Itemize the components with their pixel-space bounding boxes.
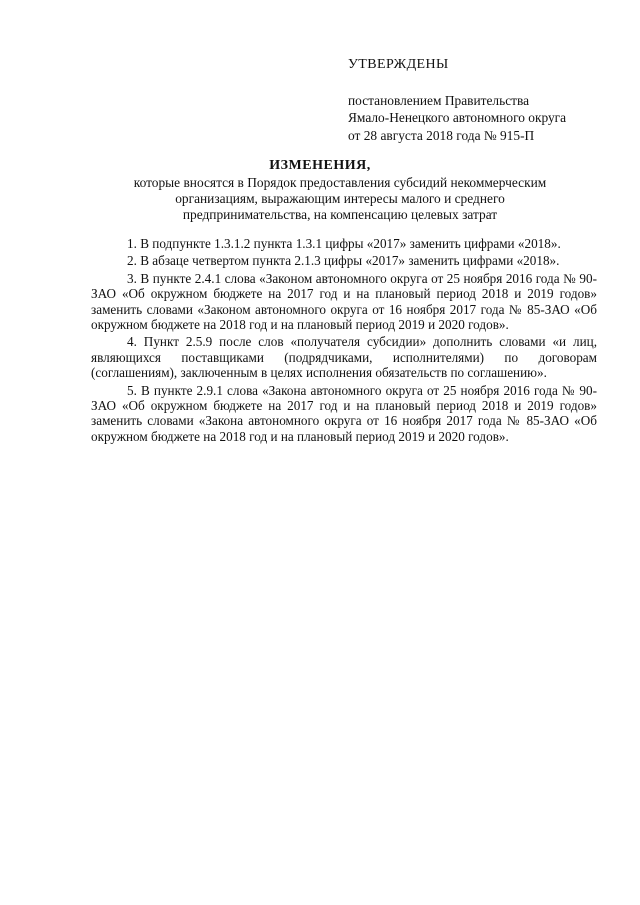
subtitle-line-2: организациям, выражающим интересы малого и среднего [175, 191, 505, 206]
changes-list [91, 236, 597, 446]
subtitle-line-1: которые вносятся в Порядок предоставления субсидий некоммерческим [133, 175, 547, 190]
subtitle-line-3: предпринимательства, на компенсацию целевых затрат [182, 207, 498, 222]
approval-title: УТВЕРЖДЕНЫ [348, 57, 449, 72]
change-item-1: 1. В подпункте 1.3.1.2 пункта 1.3.1 цифры «2017» заменить цифрами «2018». [127, 236, 561, 251]
change-item-5: 5. В пункте 2.9.1 слова «Закона автономного округа от 25 ноября 2016 года № 90-ЗАО «Об окружном бюджете на 2017 год и на плановый период 2018 и 2019 годов» заменить словами «Закона автономного округа от 16 ноября 2017 года № 85-ЗАО «Об окружном бюджете на 2018 год и на плановый период 2019 и 2020 годов». [91, 382, 597, 444]
approval-line-3: от 28 августа 2018 года № 915-П [348, 127, 535, 143]
document-title: ИЗМЕНЕНИЯ, [269, 158, 371, 173]
approval-line-1: постановлением Правительства [348, 92, 530, 108]
change-item-4: 4. Пункт 2.5.9 после слов «получателя субсидии» дополнить словами «и лиц, являющихся поставщиками (подрядчиками, исполнителями) по договорам (соглашениям), заключенным в целях исполнения обязательств по соглашению». [91, 334, 597, 381]
document-subtitle [100, 175, 580, 223]
change-item-3: 3. В пункте 2.4.1 слова «Законом автономного округа от 25 ноября 2016 года № 90-ЗАО «Об окружном бюджете на 2017 год и на плановый период 2018 и 2019 годов» заменить словами «Законом автономного округа от 16 ноября 2017 года № 85-ЗАО «Об окружном бюджете на 2018 год и на плановый период 2019 и 2020 годов». [91, 270, 597, 333]
approval-block [348, 56, 598, 144]
approval-line-2: Ямало-Ненецкого автономного округа [348, 110, 567, 125]
change-item-2: 2. В абзаце четвертом пункта 2.1.3 цифры «2017» заменить цифрами «2018». [127, 253, 560, 269]
